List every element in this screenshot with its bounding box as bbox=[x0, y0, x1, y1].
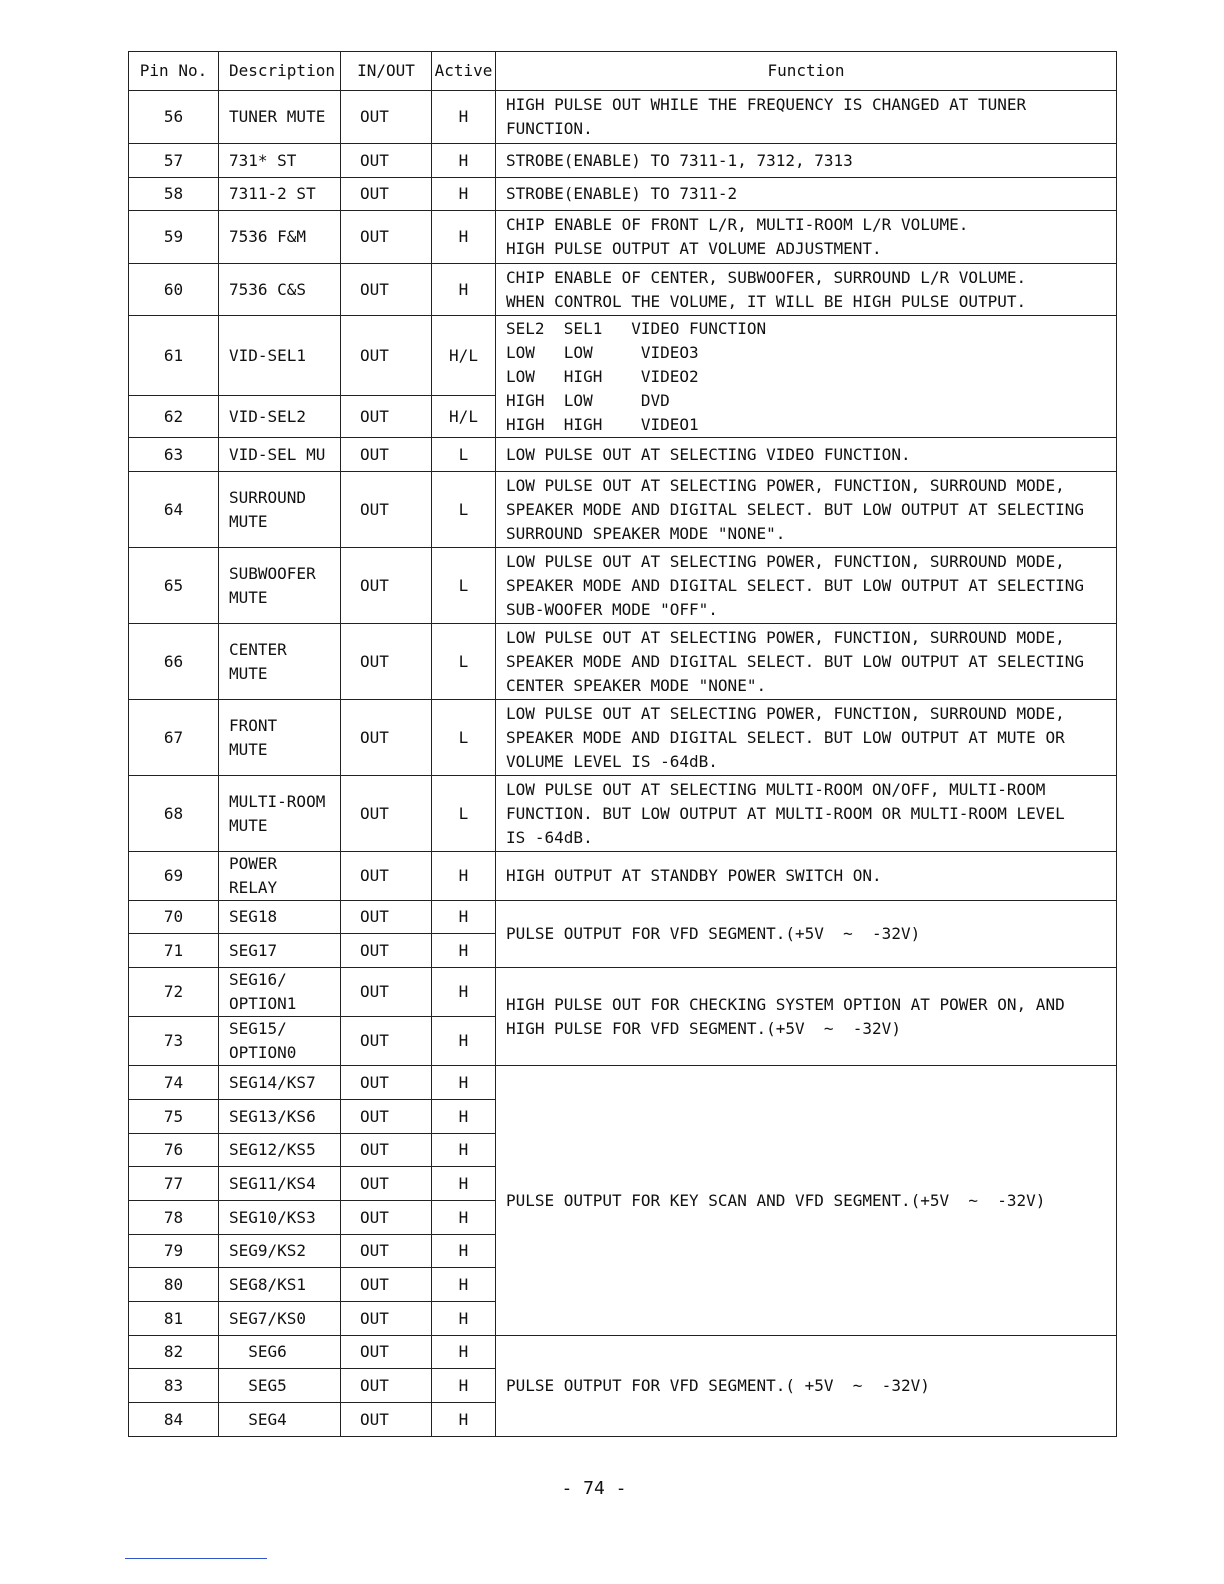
footer-link-underline bbox=[125, 1558, 267, 1559]
page-number: - 74 - bbox=[561, 1478, 627, 1499]
description-text: SEG17 bbox=[229, 940, 278, 960]
active-level-cell: L bbox=[432, 548, 496, 624]
active-level-cell: H bbox=[432, 1403, 496, 1437]
active-level-cell: L bbox=[432, 624, 496, 700]
pin-number-cell: 61 bbox=[129, 316, 219, 396]
description-text: SEG5 bbox=[229, 1375, 287, 1395]
active-level-cell: H bbox=[432, 1201, 496, 1235]
in-out-cell: OUT bbox=[341, 624, 432, 700]
active-level-cell: H bbox=[432, 1235, 496, 1268]
in-out-cell: OUT bbox=[341, 901, 432, 934]
pin-number-cell: 79 bbox=[129, 1235, 219, 1268]
in-out-cell: OUT bbox=[341, 776, 432, 852]
table-row bbox=[129, 178, 1117, 211]
pin-number-cell: 71 bbox=[129, 934, 219, 968]
function-cell: STROBE(ENABLE) TO 7311-1, 7312, 7313 bbox=[496, 144, 1117, 178]
pin-number-cell: 62 bbox=[129, 396, 219, 438]
function-cell: LOW PULSE OUT AT SELECTING VIDEO FUNCTION. bbox=[496, 438, 1117, 472]
description-cell bbox=[219, 1017, 341, 1066]
description-cell bbox=[219, 1201, 341, 1235]
description-text: 7536 F&M bbox=[229, 227, 307, 246]
pin-number-cell: 75 bbox=[129, 1100, 219, 1134]
active-level-cell: H bbox=[432, 264, 496, 316]
description-text: FRONT MUTE bbox=[229, 715, 278, 759]
active-level-cell: H bbox=[432, 852, 496, 901]
active-level-cell: H bbox=[432, 1336, 496, 1369]
function-cell: PULSE OUTPUT FOR KEY SCAN AND VFD SEGMENT.(+5V ~ -32V) bbox=[496, 1066, 1117, 1336]
description-text: SEG15/ OPTION0 bbox=[229, 1019, 297, 1062]
header-in-out: IN/OUT bbox=[341, 52, 432, 91]
in-out-cell: OUT bbox=[341, 934, 432, 968]
pin-number-cell: 66 bbox=[129, 624, 219, 700]
in-out-cell: OUT bbox=[341, 178, 432, 211]
description-text: SEG14/KS7 bbox=[229, 1072, 316, 1092]
pin-number-cell: 63 bbox=[129, 438, 219, 472]
description-cell bbox=[219, 852, 341, 901]
function-cell: CHIP ENABLE OF FRONT L/R, MULTI-ROOM L/R VOLUME. HIGH PULSE OUTPUT AT VOLUME ADJUSTMENT. bbox=[496, 211, 1117, 264]
table-row bbox=[129, 624, 1117, 700]
active-level-cell: L bbox=[432, 438, 496, 472]
pin-number-cell: 56 bbox=[129, 91, 219, 144]
pin-number-cell: 58 bbox=[129, 178, 219, 211]
description-text: SUBWOOFER MUTE bbox=[229, 563, 316, 607]
active-level-cell: H bbox=[432, 1167, 496, 1201]
in-out-cell: OUT bbox=[341, 700, 432, 776]
description-cell bbox=[219, 934, 341, 968]
description-cell bbox=[219, 1369, 341, 1403]
function-cell: LOW PULSE OUT AT SELECTING MULTI-ROOM ON/OFF, MULTI-ROOM FUNCTION. BUT LOW OUTPUT AT MULTI-ROOM OR MULTI-ROOM LEVEL IS -64dB. bbox=[496, 776, 1117, 852]
description-text: SEG16/ OPTION1 bbox=[229, 970, 297, 1013]
active-level-cell: L bbox=[432, 472, 496, 548]
description-text: TUNER MUTE bbox=[229, 107, 326, 126]
pin-function-table bbox=[128, 51, 1117, 1437]
description-text: VID-SEL1 bbox=[229, 345, 307, 365]
function-cell: LOW PULSE OUT AT SELECTING POWER, FUNCTION, SURROUND MODE, SPEAKER MODE AND DIGITAL SELECT. BUT LOW OUTPUT AT SELECTING CENTER SPEAKER MODE "NONE". bbox=[496, 624, 1117, 700]
description-cell bbox=[219, 1403, 341, 1437]
active-level-cell: H bbox=[432, 901, 496, 934]
description-cell bbox=[219, 211, 341, 264]
description-cell bbox=[219, 144, 341, 178]
description-text: SEG6 bbox=[229, 1342, 287, 1361]
pin-number-cell: 81 bbox=[129, 1302, 219, 1336]
header-description: Description bbox=[219, 52, 341, 91]
description-text: SEG13/KS6 bbox=[229, 1106, 316, 1126]
active-level-cell: H bbox=[432, 934, 496, 968]
active-level-cell: L bbox=[432, 776, 496, 852]
description-text: SEG18 bbox=[229, 907, 278, 926]
description-text: CENTER MUTE bbox=[229, 639, 287, 683]
in-out-cell: OUT bbox=[341, 1167, 432, 1201]
description-cell bbox=[219, 776, 341, 852]
description-text: 731* ST bbox=[229, 150, 297, 170]
description-text: 7536 C&S bbox=[229, 279, 307, 299]
table-row bbox=[129, 700, 1117, 776]
pin-number-cell: 76 bbox=[129, 1134, 219, 1167]
table-row bbox=[129, 472, 1117, 548]
in-out-cell: OUT bbox=[341, 1403, 432, 1437]
description-text: SEG4 bbox=[229, 1409, 287, 1429]
pin-number-cell: 70 bbox=[129, 901, 219, 934]
table-row bbox=[129, 901, 1117, 934]
function-cell: HIGH PULSE OUT WHILE THE FREQUENCY IS CHANGED AT TUNER FUNCTION. bbox=[496, 91, 1117, 144]
description-text: SEG10/KS3 bbox=[229, 1207, 316, 1227]
description-cell bbox=[219, 91, 341, 144]
in-out-cell: OUT bbox=[341, 1066, 432, 1100]
table-row bbox=[129, 91, 1117, 144]
in-out-cell: OUT bbox=[341, 1369, 432, 1403]
in-out-cell: OUT bbox=[341, 1268, 432, 1302]
active-level-cell: H bbox=[432, 1100, 496, 1134]
pin-number-cell: 84 bbox=[129, 1403, 219, 1437]
header-pin-no: Pin No. bbox=[129, 52, 219, 91]
in-out-cell: OUT bbox=[341, 472, 432, 548]
description-cell bbox=[219, 624, 341, 700]
in-out-cell: OUT bbox=[341, 1201, 432, 1235]
description-text: MULTI-ROOM MUTE bbox=[229, 791, 326, 835]
pin-number-cell: 65 bbox=[129, 548, 219, 624]
description-cell bbox=[219, 1066, 341, 1100]
table-row bbox=[129, 968, 1117, 1017]
function-cell: STROBE(ENABLE) TO 7311-2 bbox=[496, 178, 1117, 211]
table-row bbox=[129, 211, 1117, 264]
pin-number-cell: 77 bbox=[129, 1167, 219, 1201]
description-cell bbox=[219, 548, 341, 624]
active-level-cell: H bbox=[432, 1017, 496, 1066]
in-out-cell: OUT bbox=[341, 1302, 432, 1336]
table-header-row bbox=[129, 52, 1117, 91]
pin-number-cell: 82 bbox=[129, 1336, 219, 1369]
active-level-cell: H/L bbox=[432, 316, 496, 396]
pin-number-cell: 64 bbox=[129, 472, 219, 548]
table-row bbox=[129, 776, 1117, 852]
table-row bbox=[129, 264, 1117, 316]
function-cell: HIGH OUTPUT AT STANDBY POWER SWITCH ON. bbox=[496, 852, 1117, 901]
in-out-cell: OUT bbox=[341, 144, 432, 178]
active-level-cell: H bbox=[432, 178, 496, 211]
active-level-cell: H bbox=[432, 1369, 496, 1403]
header-active: Active bbox=[432, 52, 496, 91]
table-row bbox=[129, 438, 1117, 472]
description-text: SEG7/KS0 bbox=[229, 1308, 307, 1328]
description-cell bbox=[219, 968, 341, 1017]
active-level-cell: H bbox=[432, 1268, 496, 1302]
pin-number-cell: 72 bbox=[129, 968, 219, 1017]
pin-number-cell: 74 bbox=[129, 1066, 219, 1100]
header-function: Function bbox=[496, 52, 1117, 91]
function-cell: PULSE OUTPUT FOR VFD SEGMENT.(+5V ~ -32V) bbox=[496, 901, 1117, 968]
description-cell bbox=[219, 316, 341, 396]
in-out-cell: OUT bbox=[341, 548, 432, 624]
in-out-cell: OUT bbox=[341, 1235, 432, 1268]
in-out-cell: OUT bbox=[341, 1100, 432, 1134]
description-text: SURROUND MUTE bbox=[229, 487, 307, 531]
pin-number-cell: 78 bbox=[129, 1201, 219, 1235]
pin-number-cell: 73 bbox=[129, 1017, 219, 1066]
function-cell: LOW PULSE OUT AT SELECTING POWER, FUNCTION, SURROUND MODE, SPEAKER MODE AND DIGITAL SELECT. BUT LOW OUTPUT AT SELECTING SUB-WOOFER MODE "OFF". bbox=[496, 548, 1117, 624]
active-level-cell: H bbox=[432, 968, 496, 1017]
description-cell bbox=[219, 700, 341, 776]
function-cell: SEL2 SEL1 VIDEO FUNCTION LOW LOW VIDEO3 LOW HIGH VIDEO2 HIGH LOW DVD HIGH HIGH VIDEO1 bbox=[496, 316, 1117, 438]
description-text: SEG11/KS4 bbox=[229, 1173, 316, 1193]
pin-number-cell: 57 bbox=[129, 144, 219, 178]
in-out-cell: OUT bbox=[341, 852, 432, 901]
in-out-cell: OUT bbox=[341, 91, 432, 144]
table-row bbox=[129, 1066, 1117, 1100]
in-out-cell: OUT bbox=[341, 968, 432, 1017]
in-out-cell: OUT bbox=[341, 396, 432, 438]
in-out-cell: OUT bbox=[341, 1336, 432, 1369]
pin-number-cell: 67 bbox=[129, 700, 219, 776]
active-level-cell: H bbox=[432, 211, 496, 264]
description-cell bbox=[219, 1100, 341, 1134]
description-text: SEG12/KS5 bbox=[229, 1140, 316, 1159]
description-cell bbox=[219, 1336, 341, 1369]
in-out-cell: OUT bbox=[341, 438, 432, 472]
description-cell bbox=[219, 1302, 341, 1336]
in-out-cell: OUT bbox=[341, 316, 432, 396]
pin-number-cell: 60 bbox=[129, 264, 219, 316]
pin-number-cell: 83 bbox=[129, 1369, 219, 1403]
table-row bbox=[129, 1336, 1117, 1369]
table-row bbox=[129, 548, 1117, 624]
active-level-cell: H bbox=[432, 91, 496, 144]
description-cell bbox=[219, 1134, 341, 1167]
description-cell bbox=[219, 1235, 341, 1268]
function-cell: LOW PULSE OUT AT SELECTING POWER, FUNCTION, SURROUND MODE, SPEAKER MODE AND DIGITAL SELECT. BUT LOW OUTPUT AT SELECTING SURROUND SPEAKER MODE "NONE". bbox=[496, 472, 1117, 548]
pin-number-cell: 68 bbox=[129, 776, 219, 852]
active-level-cell: H bbox=[432, 1302, 496, 1336]
description-cell bbox=[219, 1167, 341, 1201]
in-out-cell: OUT bbox=[341, 1017, 432, 1066]
table-row bbox=[129, 144, 1117, 178]
description-text: 7311-2 ST bbox=[229, 184, 316, 203]
description-cell bbox=[219, 438, 341, 472]
active-level-cell: H/L bbox=[432, 396, 496, 438]
description-text: VID-SEL MU bbox=[229, 444, 326, 464]
in-out-cell: OUT bbox=[341, 264, 432, 316]
pin-number-cell: 80 bbox=[129, 1268, 219, 1302]
active-level-cell: H bbox=[432, 1066, 496, 1100]
description-text: SEG8/KS1 bbox=[229, 1274, 307, 1294]
function-cell: PULSE OUTPUT FOR VFD SEGMENT.( +5V ~ -32V) bbox=[496, 1336, 1117, 1437]
description-cell bbox=[219, 264, 341, 316]
description-cell bbox=[219, 472, 341, 548]
description-cell bbox=[219, 1268, 341, 1302]
function-cell: LOW PULSE OUT AT SELECTING POWER, FUNCTION, SURROUND MODE, SPEAKER MODE AND DIGITAL SELECT. BUT LOW OUTPUT AT MUTE OR VOLUME LEVEL IS -64dB. bbox=[496, 700, 1117, 776]
function-cell: HIGH PULSE OUT FOR CHECKING SYSTEM OPTION AT POWER ON, AND HIGH PULSE FOR VFD SEGMENT.(+5V ~ -32V) bbox=[496, 968, 1117, 1066]
table-row bbox=[129, 852, 1117, 901]
description-text: SEG9/KS2 bbox=[229, 1241, 307, 1260]
in-out-cell: OUT bbox=[341, 211, 432, 264]
description-text: POWER RELAY bbox=[229, 854, 278, 897]
active-level-cell: L bbox=[432, 700, 496, 776]
description-cell bbox=[219, 396, 341, 438]
table-body bbox=[129, 91, 1117, 1437]
function-cell: CHIP ENABLE OF CENTER, SUBWOOFER, SURROUND L/R VOLUME. WHEN CONTROL THE VOLUME, IT WILL BE HIGH PULSE OUTPUT. bbox=[496, 264, 1117, 316]
active-level-cell: H bbox=[432, 1134, 496, 1167]
in-out-cell: OUT bbox=[341, 1134, 432, 1167]
description-cell bbox=[219, 178, 341, 211]
description-cell bbox=[219, 901, 341, 934]
pin-number-cell: 59 bbox=[129, 211, 219, 264]
active-level-cell: H bbox=[432, 144, 496, 178]
pin-number-cell: 69 bbox=[129, 852, 219, 901]
description-text: VID-SEL2 bbox=[229, 406, 307, 426]
table-row bbox=[129, 316, 1117, 396]
